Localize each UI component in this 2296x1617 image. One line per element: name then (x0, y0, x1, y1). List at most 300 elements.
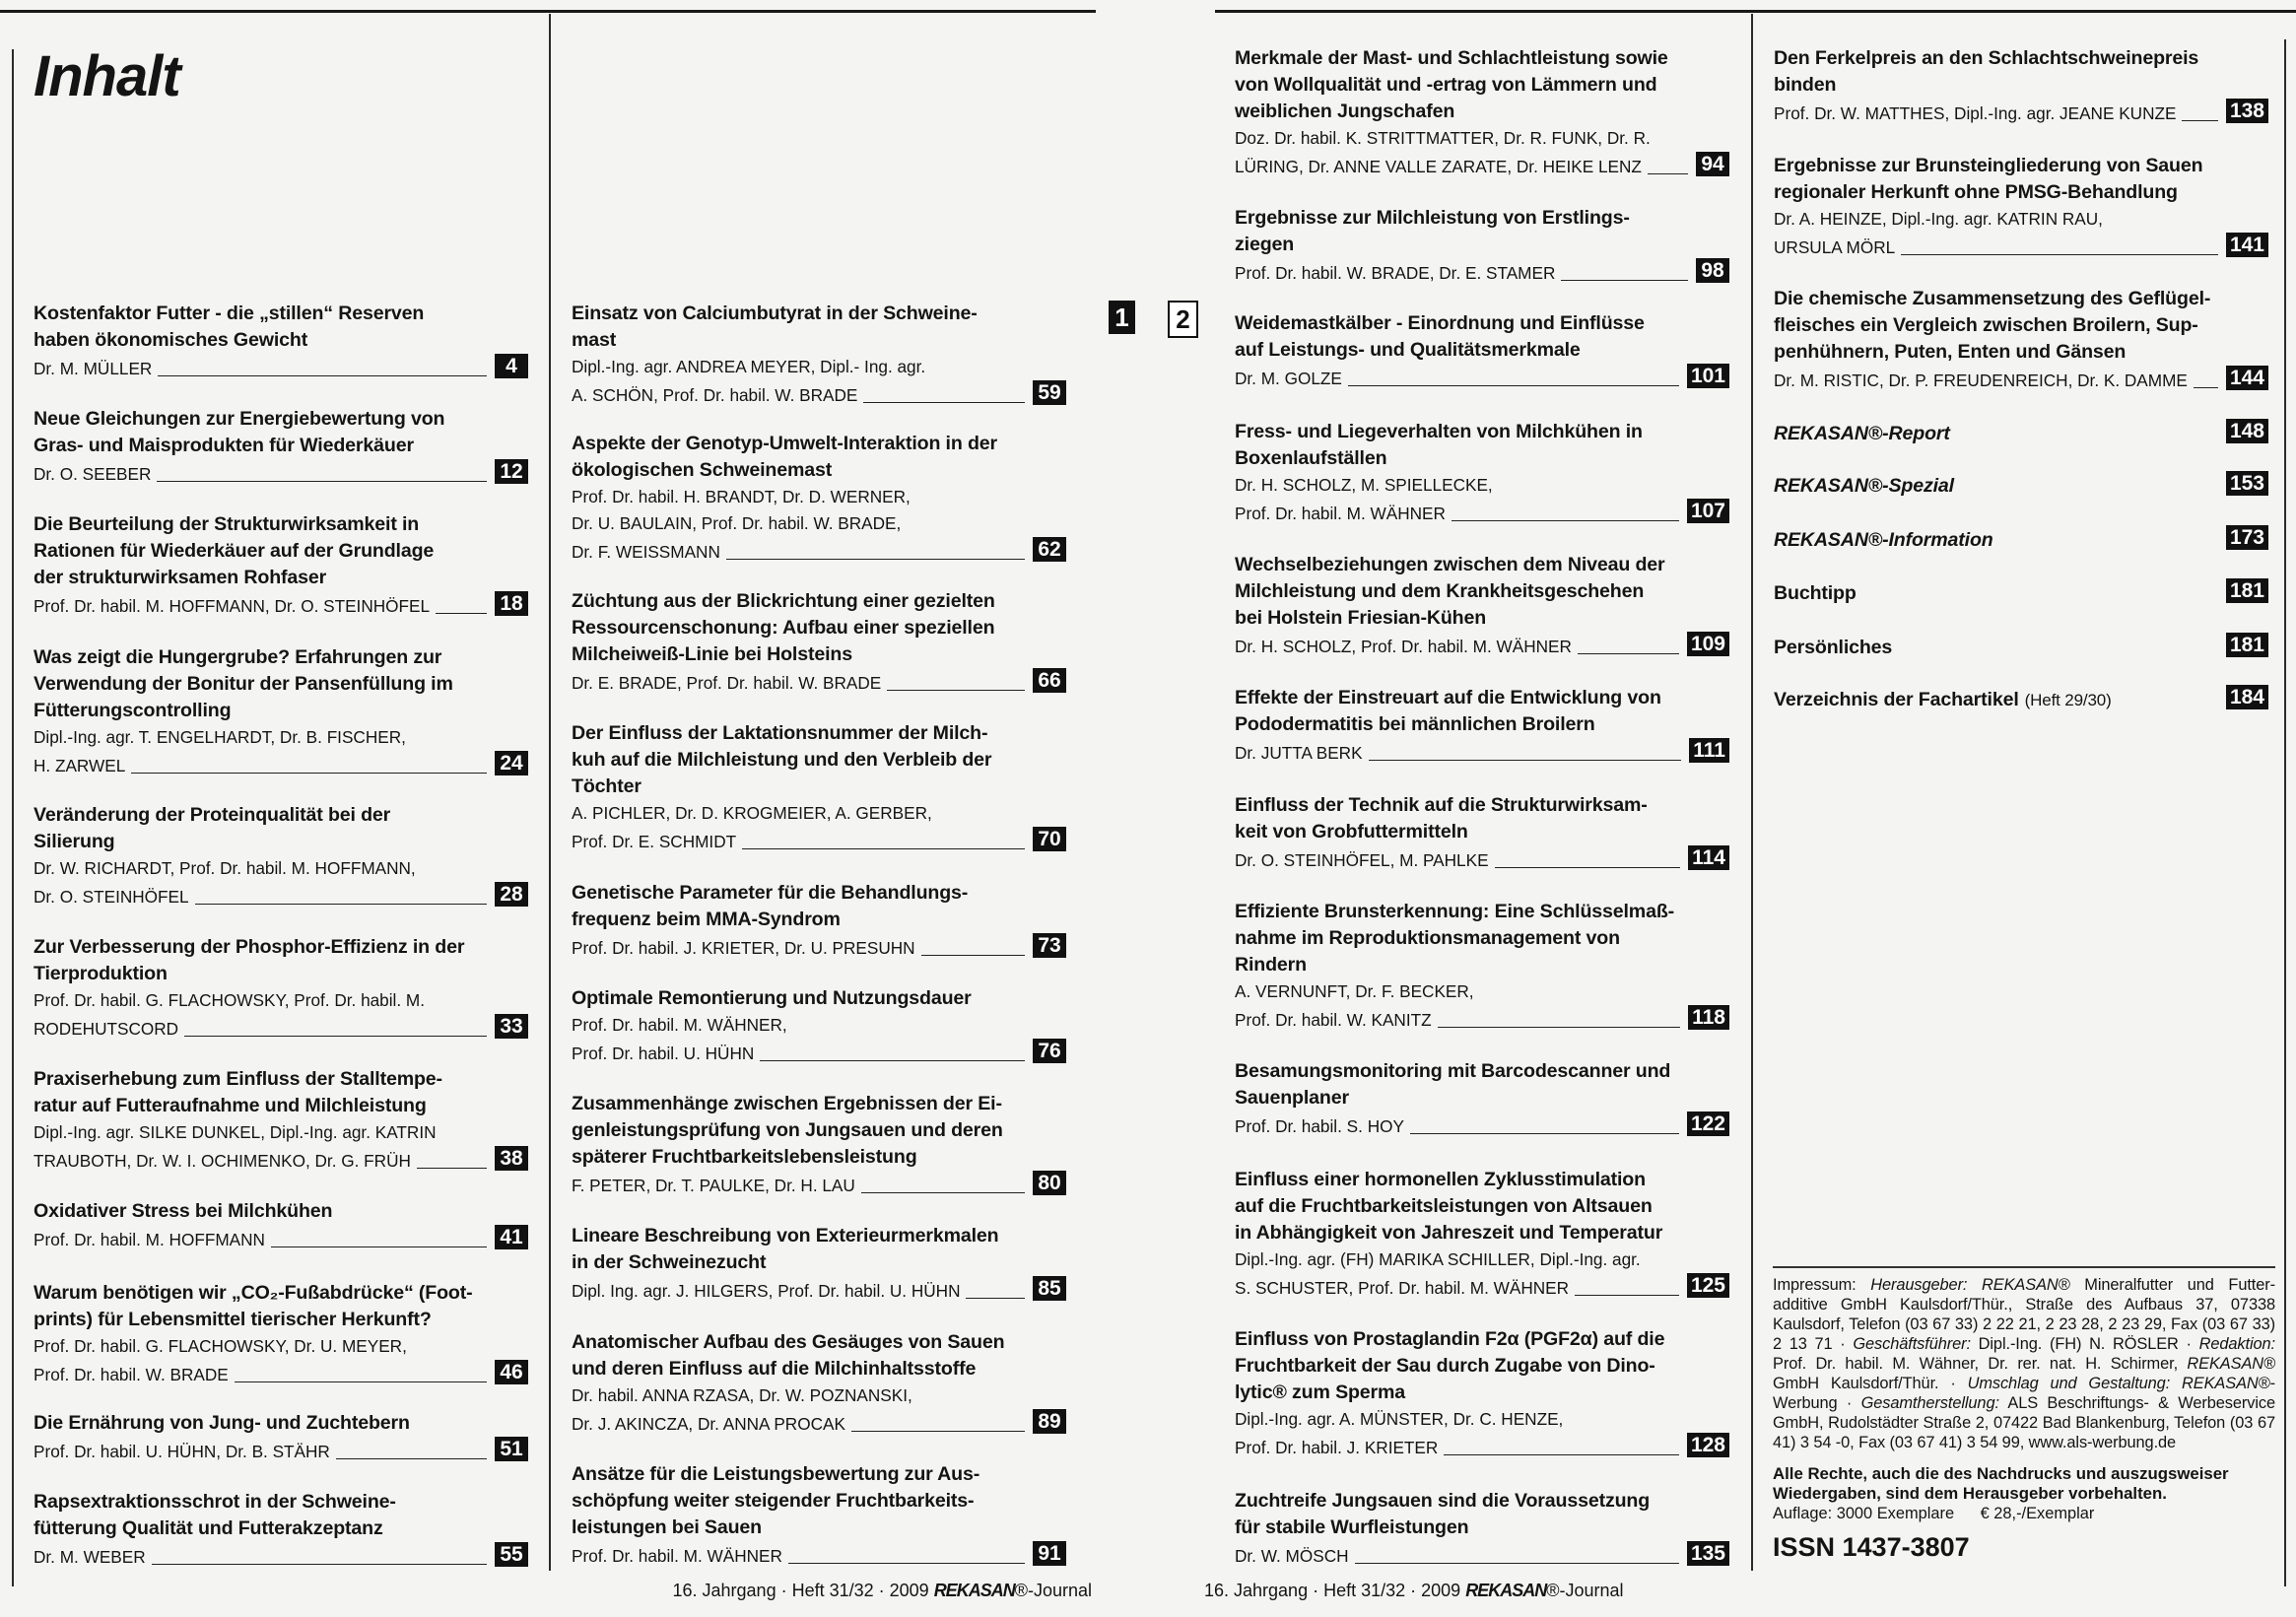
entry-title[interactable]: binden (1774, 74, 1837, 96)
entry-authors (572, 933, 1066, 962)
toc-entry[interactable] (34, 1066, 528, 1175)
author-text: Dr. M. MÜLLER (34, 359, 153, 378)
entry-title[interactable]: Fütterungscontrolling (34, 700, 232, 721)
author-text: Dr. M. WEBER (34, 1547, 146, 1567)
page-number-badge[interactable]: 101 (1687, 364, 1729, 388)
impressum-segment: REKASAN® (2187, 1355, 2275, 1373)
entry-authors (1235, 1433, 1729, 1461)
entry-title[interactable]: Milchleistung und dem Krankheitsgeschehen (1235, 580, 1645, 602)
entry-authors (572, 668, 1066, 697)
page-number-badge[interactable]: 148 (2226, 419, 2268, 443)
toc-entry[interactable] (1235, 310, 1729, 392)
toc-entry[interactable] (1774, 578, 2268, 607)
entry-title[interactable]: auf Leistungs- und Qualitätsmerkmale (1235, 339, 1581, 361)
author-text: Dipl.-Ing. agr. SILKE DUNKEL, Dipl.-Ing. agr. KATRIN (34, 1122, 437, 1142)
entry-authors (34, 1437, 528, 1465)
toc-entry[interactable] (1235, 205, 1729, 287)
entry-title[interactable]: späterer Fruchtbarkeitslebensleistung (572, 1146, 917, 1168)
toc-entry[interactable] (572, 1091, 1066, 1199)
author-text: Dr. W. MÖSCH (1235, 1546, 1349, 1566)
entry-title[interactable]: mast (572, 329, 617, 351)
author-text: Dr. H. SCHOLZ, M. SPIELLECKE, (1235, 475, 1493, 495)
entry-title[interactable]: Rapsextraktionsschrot in der Schweine- (34, 1491, 396, 1513)
entry-authors (1235, 499, 1729, 527)
entry-title[interactable]: Neue Gleichungen zur Energiebewertung von (34, 408, 445, 430)
toc-entry[interactable] (572, 301, 1066, 409)
author-text: Dr. O. STEINHÖFEL (34, 887, 189, 907)
author-text: Dr. A. HEINZE, Dipl.-Ing. agr. KATRIN RAU, (1774, 209, 2103, 229)
entry-title[interactable]: Ansätze für die Leistungsbewertung zur Aus- (572, 1463, 980, 1485)
page-number-badge[interactable]: 33 (495, 1014, 528, 1039)
entry-title[interactable]: Was zeigt die Hungergrube? Erfahrungen zur (34, 646, 442, 668)
leader-line (336, 1458, 487, 1459)
entry-title[interactable]: fütterung Qualität und Futterakzeptanz (34, 1517, 383, 1539)
entry-authors (572, 1012, 1066, 1039)
toc-entry[interactable] (572, 880, 1066, 962)
page-number-badge[interactable]: 38 (495, 1146, 528, 1171)
entry-authors (1235, 1406, 1729, 1433)
entry-title-note: (Heft 29/30) (2024, 691, 2112, 709)
page-number-badge[interactable]: 144 (2226, 366, 2268, 390)
toc-entry[interactable] (34, 1198, 528, 1253)
entry-title[interactable]: Zuchtreife Jungsauen sind die Voraussetzung (1235, 1490, 1651, 1512)
footer-text: 16. Jahrgang · Heft 31/32 · 2009 (672, 1581, 934, 1600)
entry-authors (1235, 1112, 1729, 1140)
leader-line (152, 1564, 487, 1565)
author-text: Prof. Dr. habil. M. WÄHNER (572, 1546, 782, 1566)
entry-title[interactable]: und deren Einfluss auf die Milchinhaltsstoffe (572, 1358, 977, 1380)
toc-entry[interactable] (572, 1223, 1066, 1305)
entry-title[interactable]: Buchtipp (1774, 582, 1857, 604)
leader-line (863, 402, 1025, 403)
entry-authors (34, 724, 528, 751)
toc-entry[interactable] (1235, 45, 1729, 180)
entry-title[interactable]: Oxidativer Stress bei Milchkühen (34, 1200, 333, 1222)
entry-title-row (1774, 471, 2268, 500)
entry-title-row (1774, 525, 2268, 554)
author-text: Dr. O. STEINHÖFEL, M. PAHLKE (1235, 850, 1489, 870)
entry-authors (34, 1146, 528, 1175)
entry-authors (34, 459, 528, 488)
entry-title[interactable]: Persönliches (1774, 637, 1893, 658)
page-number-badge[interactable]: 109 (1687, 632, 1729, 656)
entry-title[interactable]: penhühnern, Puten, Enten und Gänsen (1774, 341, 2127, 363)
impressum-rule (1773, 1266, 2275, 1268)
imprint-block (1773, 1275, 2275, 1563)
page-number-badge[interactable]: 122 (1687, 1112, 1729, 1136)
page-number-badge[interactable]: 107 (1687, 499, 1729, 523)
right-page-border (2284, 39, 2286, 1586)
page-number-badge[interactable]: 181 (2226, 633, 2268, 657)
entry-title[interactable]: Genetische Parameter für die Behandlungs- (572, 882, 969, 904)
entry-title[interactable]: regionaler Herkunft ohne PMSG-Behandlung (1774, 181, 2178, 203)
leader-line (1369, 760, 1682, 761)
entry-title[interactable]: Töchter (572, 775, 642, 797)
entry-title[interactable]: Ressourcenschonung: Aufbau einer speziellen (572, 617, 995, 639)
toc-entry[interactable] (34, 1489, 528, 1571)
entry-title[interactable]: ökologischen Schweinemast (572, 459, 833, 481)
entry-title[interactable]: Rindern (1235, 954, 1307, 976)
entry-title[interactable]: Weidemastkälber - Einordnung und Einflüsse (1235, 312, 1645, 334)
author-text: A. PICHLER, Dr. D. KROGMEIER, A. GERBER, (572, 803, 932, 823)
page-number-badge[interactable]: 91 (1033, 1541, 1066, 1566)
leader-line (1452, 520, 1679, 521)
entry-title[interactable]: Kostenfaktor Futter - die „stillen“ Reserven (34, 303, 425, 324)
leader-line (436, 613, 487, 614)
impressum-segment: Geschäftsführer: (1853, 1335, 1971, 1353)
page-number-badge[interactable]: 24 (495, 751, 528, 775)
page-number-badge[interactable]: 173 (2226, 525, 2268, 550)
entry-authors (34, 987, 528, 1014)
entry-title[interactable]: bei Holstein Friesian-Kühen (1235, 607, 1487, 629)
author-text: Prof. Dr. habil. W. BRADE, Dr. E. STAMER (1235, 263, 1556, 283)
entry-title[interactable]: Ergebnisse zur Brunsteingliederung von Sauen (1774, 155, 2203, 176)
leader-line (887, 690, 1025, 691)
entry-title[interactable]: Silierung (34, 831, 115, 852)
entry-title[interactable]: für stabile Wurfleistungen (1235, 1516, 1469, 1538)
entry-title[interactable]: Boxenlaufställen (1235, 447, 1387, 469)
author-text: Prof. Dr. E. SCHMIDT (572, 832, 737, 851)
page-number-badge[interactable]: 70 (1033, 827, 1066, 851)
impressum-segment: Impressum: (1773, 1276, 1871, 1294)
page-number-badge[interactable]: 114 (1688, 845, 1729, 870)
entry-authors (34, 1360, 528, 1388)
entry-title[interactable]: Lineare Beschreibung von Exterieurmerkmalen (572, 1225, 999, 1246)
entry-title[interactable]: nahme im Reproduktionsmanagement von (1235, 927, 1620, 949)
author-text: A. SCHÖN, Prof. Dr. habil. W. BRADE (572, 385, 858, 405)
entry-title[interactable]: Effekte der Einstreuart auf die Entwicklung von (1235, 687, 1661, 708)
entry-title[interactable]: Fruchtbarkeit der Sau durch Zugabe von Dino- (1235, 1355, 1655, 1377)
page-number-badge[interactable]: 76 (1033, 1039, 1066, 1063)
leader-line (184, 1036, 487, 1037)
toc-entry[interactable] (572, 985, 1066, 1067)
leader-line (1901, 254, 2218, 255)
entry-authors (1235, 1246, 1729, 1273)
footer-text: 16. Jahrgang · Heft 31/32 · 2009 (1204, 1581, 1466, 1600)
author-text: Prof. Dr. habil. S. HOY (1235, 1116, 1404, 1136)
entry-title[interactable]: keit von Grobfuttermitteln (1235, 821, 1468, 842)
leader-line (271, 1246, 487, 1247)
entry-title[interactable]: Die Ernährung von Jung- und Zuchtebern (34, 1412, 410, 1434)
left-page-border (12, 49, 14, 1586)
circulation-line (1773, 1504, 2275, 1523)
entry-title[interactable]: von Wollqualität und -ertrag von Lämmern und (1235, 74, 1657, 96)
entry-authors (34, 1225, 528, 1253)
toc-entry[interactable] (572, 720, 1066, 855)
page-number-badge[interactable]: 141 (2226, 233, 2268, 257)
leader-line (742, 848, 1025, 849)
author-text: H. ZARWEL (34, 756, 126, 775)
author-text: Dr. M. RISTIC, Dr. P. FREUDENREICH, Dr. K. DAMME (1774, 371, 2188, 390)
author-text: Prof. Dr. habil. W. KANITZ (1235, 1010, 1432, 1030)
entry-title[interactable]: frequenz beim MMA-Syndrom (572, 909, 841, 930)
entry-title[interactable]: Den Ferkelpreis an den Schlachtschweinepreis (1774, 47, 2199, 69)
page-number-badge[interactable]: 98 (1696, 258, 1729, 283)
entry-authors (1774, 206, 2268, 233)
entry-title[interactable]: Praxiserhebung zum Einfluss der Stalltempe- (34, 1068, 442, 1090)
entry-authors (1235, 364, 1729, 392)
entry-title[interactable]: Optimale Remontierung und Nutzungsdauer (572, 987, 972, 1009)
toc-entry[interactable] (1235, 1058, 1729, 1140)
entry-title[interactable]: fleisches ein Vergleich zwischen Broilern, Sup- (1774, 314, 2198, 336)
entry-title[interactable]: in der Schweinezucht (572, 1251, 767, 1273)
entry-authors (1774, 366, 2268, 394)
entry-title[interactable]: Milcheiweiß-Linie bei Holsteins (572, 643, 852, 665)
entry-title[interactable]: Pododermatitis bei männlichen Broilern (1235, 713, 1595, 735)
entry-title[interactable]: Die Beurteilung der Strukturwirksamkeit in (34, 513, 420, 535)
impressum-segment: Herausgeber: REKASAN® (1870, 1276, 2070, 1294)
author-text: Prof. Dr. habil. U. HÜHN (572, 1044, 755, 1063)
rights-notice: Alle Rechte, auch die des Nachdrucks und auszugsweiser Wiedergaben, sind dem Herausgeber vorbehalten. (1773, 1464, 2229, 1503)
leader-line (1495, 867, 1681, 868)
author-text: Dr. JUTTA BERK (1235, 743, 1363, 763)
leader-line (966, 1298, 1025, 1299)
entry-title[interactable]: ziegen (1235, 234, 1295, 255)
page-number-badge[interactable]: 138 (2226, 99, 2268, 123)
toc-entry[interactable] (1235, 1167, 1729, 1302)
author-text: Prof. Dr. W. MATTHES, Dipl.-Ing. agr. JEANE KUNZE (1774, 103, 2177, 123)
entry-title[interactable]: ratur auf Futteraufnahme und Milchleistung (34, 1095, 427, 1116)
toc-entry[interactable] (34, 1410, 528, 1465)
page-number-badge[interactable]: 51 (495, 1437, 528, 1461)
entry-title[interactable]: Merkmale der Mast- und Schlachtleistung sowie (1235, 47, 1668, 69)
page-number-badge[interactable]: 181 (2226, 578, 2268, 603)
page-number-badge[interactable]: 66 (1033, 668, 1066, 693)
page-number-badge[interactable]: 59 (1033, 380, 1066, 405)
entry-title[interactable]: kuh auf die Milchleistung und den Verbleib der (572, 749, 992, 771)
entry-authors (34, 1119, 528, 1146)
toc-entry[interactable] (1774, 286, 2268, 394)
toc-entry[interactable] (1235, 1326, 1729, 1461)
leader-line (195, 904, 487, 905)
entry-authors (34, 855, 528, 882)
entry-title[interactable]: Verzeichnis der Fachartikel (1774, 689, 2019, 710)
toc-entry[interactable] (34, 406, 528, 488)
entry-title[interactable]: Veränderung der Proteinqualität bei der (34, 804, 391, 826)
author-text: Prof. Dr. habil. J. KRIETER, Dr. U. PRESUHN (572, 938, 915, 958)
entry-authors (572, 1171, 1066, 1199)
entry-title[interactable]: Die chemische Zusammensetzung des Geflügel- (1774, 288, 2211, 309)
entry-authors (572, 1276, 1066, 1305)
toc-entry[interactable] (1774, 633, 2268, 661)
leader-line (861, 1192, 1025, 1193)
entry-title[interactable]: Aspekte der Genotyp-Umwelt-Interaktion in der (572, 433, 998, 454)
leader-line (1355, 1563, 1679, 1564)
left-column-divider (549, 14, 551, 1571)
toc-entry[interactable] (1774, 685, 2268, 713)
author-text: Dr. O. SEEBER (34, 464, 152, 484)
toc-entry[interactable] (1774, 153, 2268, 261)
author-text: Prof. Dr. habil. G. FLACHOWSKY, Prof. Dr. habil. M. (34, 990, 426, 1010)
entry-title[interactable]: Züchtung aus der Blickrichtung einer gezielten (572, 590, 995, 612)
toc-entry[interactable] (1235, 419, 1729, 527)
entry-title[interactable]: Einfluss von Prostaglandin F2α (PGF2α) auf die (1235, 1328, 1665, 1350)
page-number-badge[interactable]: 41 (495, 1225, 528, 1249)
entry-title[interactable]: REKASAN®-Report (1774, 423, 1950, 444)
toc-entry[interactable] (1774, 471, 2268, 500)
leader-line (417, 1168, 487, 1169)
leader-line (131, 773, 487, 774)
author-text: Prof. Dr. habil. M. WÄHNER, (572, 1015, 787, 1035)
impressum-segment: ALS Beschriftungs- & Werbeservice GmbH, Rudolstädter Straße 2, 07422 Bad Blankenburg, Telefon (03 67 41) 3 54 -0, Fax (03 67 41) 3 54 99, www.als-werbung.de (1773, 1394, 2276, 1451)
entry-title[interactable]: Einfluss einer hormonellen Zyklusstimulation (1235, 1169, 1646, 1190)
toc-entry[interactable] (572, 1461, 1066, 1570)
page-number-badge[interactable]: 135 (1687, 1541, 1729, 1566)
entry-title[interactable]: Warum benötigen wir „CO₂-Fußabdrücke“ (Foot- (34, 1282, 473, 1304)
entry-title[interactable]: in Abhängigkeit von Jahreszeit und Temperatur (1235, 1222, 1663, 1244)
issn: ISSN 1437-3807 (1773, 1532, 1970, 1562)
author-text: RODEHUTSCORD (34, 1019, 179, 1039)
toc-entry[interactable] (1235, 792, 1729, 874)
entry-title[interactable]: Tierproduktion (34, 963, 168, 984)
leader-line (2194, 387, 2218, 388)
author-text: Dr. J. AKINCZA, Dr. ANNA PROCAK (572, 1414, 845, 1434)
entry-title[interactable]: Zur Verbesserung der Phosphor-Effizienz in der (34, 936, 465, 958)
entry-title[interactable]: schöpfung weiter steigender Fruchtbarkeits- (572, 1490, 975, 1512)
entry-title[interactable]: REKASAN®-Information (1774, 529, 1993, 551)
page-number-badge[interactable]: 62 (1033, 537, 1066, 562)
page-number-badge[interactable]: 125 (1687, 1273, 1729, 1298)
entry-authors (572, 380, 1066, 409)
toc-entry[interactable] (34, 511, 528, 620)
entry-title[interactable]: Besamungsmonitoring mit Barcodescanner und (1235, 1060, 1671, 1082)
author-text: TRAUBOTH, Dr. W. I. OCHIMENKO, Dr. G. FRÜH (34, 1151, 411, 1171)
toc-entry[interactable] (572, 431, 1066, 566)
toc-entry[interactable] (1235, 1488, 1729, 1570)
page-marker-2: 2 (1168, 301, 1198, 338)
entry-authors (1235, 1005, 1729, 1034)
toc-entry[interactable] (34, 1280, 528, 1388)
leader-line (1575, 1295, 1679, 1296)
footer-suffix: ®-Journal (1546, 1581, 1624, 1600)
entry-authors (34, 1014, 528, 1043)
entry-title[interactable]: lytic® zum Sperma (1235, 1381, 1406, 1403)
entry-title[interactable]: leistungen bei Sauen (572, 1516, 762, 1538)
leader-line (1578, 653, 1679, 654)
page-number-badge[interactable]: 4 (495, 354, 528, 378)
impressum-segment: Prof. Dr. habil. M. Wähner, Dr. rer. nat. H. Schirmer, (1773, 1355, 2188, 1373)
entry-authors (572, 484, 1066, 510)
entry-title[interactable]: Rationen für Wiederkäuer auf der Grundlage (34, 540, 435, 562)
page-number-badge[interactable]: 184 (2226, 685, 2268, 709)
entry-authors (1235, 1273, 1729, 1302)
author-text: Prof. Dr. habil. W. BRADE (34, 1365, 229, 1384)
entry-title[interactable]: Ergebnisse zur Milchleistung von Erstlings- (1235, 207, 1630, 229)
left-page-top-rule (0, 10, 1096, 13)
impressum-segment: Umschlag und Gestaltung: REKASAN® (1967, 1375, 2270, 1392)
page-number-badge[interactable]: 153 (2226, 471, 2268, 496)
entry-title[interactable]: REKASAN®-Spezial (1774, 475, 1954, 497)
author-text: Dipl.-Ing. agr. (FH) MARIKA SCHILLER, Dipl.-Ing. agr. (1235, 1249, 1641, 1269)
page-number-badge[interactable]: 18 (495, 591, 528, 616)
footer-suffix: ®-Journal (1014, 1581, 1092, 1600)
toc-entry[interactable] (1235, 552, 1729, 660)
entry-title[interactable]: Verwendung der Bonitur der Pansenfüllung im (34, 673, 453, 695)
entry-authors (1235, 1541, 1729, 1570)
page-number-badge[interactable]: 94 (1696, 152, 1729, 176)
circulation: Auflage: 3000 Exemplare (1773, 1505, 1955, 1522)
toc-entry[interactable] (1235, 899, 1729, 1034)
toc-entry[interactable] (572, 1329, 1066, 1438)
entry-authors (572, 827, 1066, 855)
toc-entry[interactable] (34, 802, 528, 910)
toc-entry[interactable] (572, 588, 1066, 697)
entry-title[interactable]: Der Einfluss der Laktationsnummer der Milch- (572, 722, 988, 744)
author-text: Dr. F. WEISSMANN (572, 542, 720, 562)
toc-entry[interactable] (1235, 685, 1729, 767)
entry-title[interactable]: Sauenplaner (1235, 1087, 1349, 1109)
toc-entry[interactable] (1774, 525, 2268, 554)
entry-authors (1235, 978, 1729, 1005)
page-number-badge[interactable]: 128 (1687, 1433, 1729, 1457)
entry-title[interactable]: haben ökonomisches Gewicht (34, 329, 308, 351)
entry-title[interactable]: Zusammenhänge zwischen Ergebnissen der Ei- (572, 1093, 1002, 1114)
left-footer (673, 1581, 1093, 1601)
toc-entry[interactable] (1774, 45, 2268, 127)
entry-title[interactable]: Gras- und Maisprodukten für Wiederkäuer (34, 435, 414, 456)
leader-line (788, 1563, 1025, 1564)
entry-title[interactable]: weiblichen Jungschafen (1235, 101, 1455, 122)
entry-authors (1235, 845, 1729, 874)
toc-entry[interactable] (34, 301, 528, 382)
entry-title[interactable]: Wechselbeziehungen zwischen dem Niveau der (1235, 554, 1665, 575)
page-number-badge[interactable]: 118 (1688, 1005, 1729, 1030)
page-title: Inhalt (34, 44, 180, 108)
entry-title[interactable]: prints) für Lebensmittel tierischer Herkunft? (34, 1309, 432, 1330)
author-text: Dr. W. RICHARDT, Prof. Dr. habil. M. HOFFMANN, (34, 858, 416, 878)
page-number-badge[interactable]: 12 (495, 459, 528, 484)
entry-title[interactable]: auf die Fruchtbarkeitsleistungen von Altsauen (1235, 1195, 1653, 1217)
entry-title[interactable]: Einfluss der Technik auf die Strukturwirksam- (1235, 794, 1648, 816)
author-text: Dipl. Ing. agr. J. HILGERS, Prof. Dr. habil. U. HÜHN (572, 1281, 961, 1301)
entry-authors (572, 1409, 1066, 1438)
entry-title[interactable]: der strukturwirksamen Rohfaser (34, 567, 327, 588)
page-number-badge[interactable]: 89 (1033, 1409, 1066, 1434)
entry-title[interactable]: Effiziente Brunsterkennung: Eine Schlüsselmaß- (1235, 901, 1675, 922)
page-number-badge[interactable]: 85 (1033, 1276, 1066, 1301)
toc-entry[interactable] (1774, 419, 2268, 447)
page-number-badge[interactable]: 111 (1689, 738, 1729, 763)
author-text: Doz. Dr. habil. K. STRITTMATTER, Dr. R. FUNK, Dr. R. (1235, 128, 1651, 148)
entry-authors (1235, 472, 1729, 499)
page-number-badge[interactable]: 80 (1033, 1171, 1066, 1195)
author-text: Dr. H. SCHOLZ, Prof. Dr. habil. M. WÄHNER (1235, 637, 1572, 656)
entry-authors (1235, 125, 1729, 152)
entry-authors (34, 751, 528, 779)
page-number-badge[interactable]: 73 (1033, 933, 1066, 958)
entry-title[interactable]: Fress- und Liegeverhalten von Milchkühen in (1235, 421, 1643, 442)
leader-line (2182, 120, 2218, 121)
author-text: Dr. U. BAULAIN, Prof. Dr. habil. W. BRADE, (572, 513, 902, 533)
entry-authors (572, 510, 1066, 537)
page-marker-1: 1 (1109, 301, 1135, 334)
page-number-badge[interactable]: 28 (495, 882, 528, 907)
author-text: Prof. Dr. habil. J. KRIETER (1235, 1438, 1439, 1457)
entry-authors (572, 1039, 1066, 1067)
entry-authors (1235, 632, 1729, 660)
right-page-top-rule (1215, 10, 2296, 13)
entry-title[interactable]: genleistungsprüfung von Jungsauen und deren (572, 1119, 1003, 1141)
toc-entry[interactable] (34, 934, 528, 1043)
page-number-badge[interactable]: 46 (495, 1360, 528, 1384)
entry-title[interactable]: Anatomischer Aufbau des Gesäuges von Sauen (572, 1331, 1005, 1353)
entry-title[interactable]: Einsatz von Calciumbutyrat in der Schweine- (572, 303, 978, 324)
impressum-segment: -Werbung · (1773, 1375, 2275, 1412)
page-number-badge[interactable]: 55 (495, 1542, 528, 1567)
author-text: Prof. Dr. habil. M. HOFFMANN (34, 1230, 265, 1249)
entry-authors (1235, 152, 1729, 180)
toc-entry[interactable] (34, 644, 528, 779)
